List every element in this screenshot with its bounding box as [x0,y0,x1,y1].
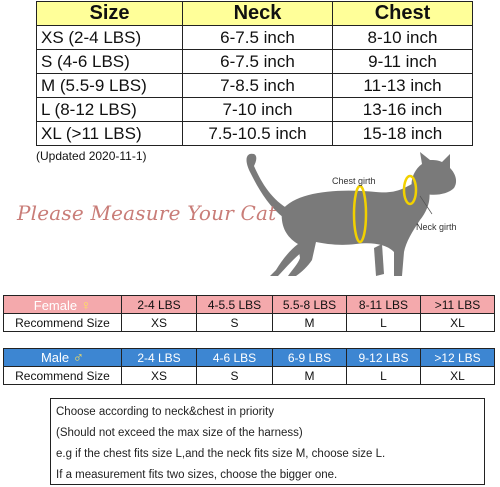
male-recommend-row [4,367,495,385]
note-line: If a measurement fits two sizes, choose the bigger one. [56,469,338,481]
recommend-size-cell: M [273,314,347,332]
header-size: Size [37,2,183,26]
weight-range-cell: >11 LBS [421,296,495,314]
male-label: Male [40,350,70,365]
header-neck: Neck [183,2,333,26]
weight-range-cell: >12 LBS [421,349,495,367]
recommend-label-cell: Recommend Size [4,367,122,385]
weight-range-cell: 4-5.5 LBS [197,296,273,314]
size-cell: XL (>11 LBS) [37,122,183,146]
size-cell: M (5.5-9 LBS) [37,74,183,98]
female-label-cell [4,296,122,314]
weight-range-cell: 5.5-8 LBS [273,296,347,314]
size-cell: L (8-12 LBS) [37,98,183,122]
neck-cell: 6-7.5 inch [183,26,333,50]
recommend-size-cell: XS [122,367,197,385]
recommend-size-cell: XL [421,314,495,332]
size-chart-table [36,1,473,146]
size-cell: S (4-6 LBS) [37,50,183,74]
recommend-size-cell: XS [122,314,197,332]
female-weight-row [4,296,495,314]
recommend-size-cell: L [347,367,421,385]
female-symbol-icon: ♀ [80,296,92,313]
header-chest: Chest [333,2,473,26]
male-label-cell [4,349,122,367]
male-size-table [3,348,495,385]
male-weight-row [4,349,495,367]
neck-cell: 6-7.5 inch [183,50,333,74]
sizing-notes-box [50,398,485,485]
note-line: Choose according to neck&chest in priority [56,406,274,418]
female-size-table [3,295,495,332]
neck-cell: 7.5-10.5 inch [183,122,333,146]
male-symbol-icon: ♂ [72,349,85,366]
size-row [37,50,473,74]
weight-range-cell: 9-12 LBS [347,349,421,367]
size-row [37,26,473,50]
neck-girth-label: Neck girth [416,222,457,232]
recommend-size-cell: L [347,314,421,332]
recommend-size-cell: S [197,314,273,332]
neck-cell: 7-8.5 inch [183,74,333,98]
size-row [37,98,473,122]
note-line: (Should not exceed the max size of the harness) [56,427,303,439]
weight-range-cell: 2-4 LBS [122,296,197,314]
weight-range-cell: 2-4 LBS [122,349,197,367]
size-row [37,122,473,146]
chest-cell: 13-16 inch [333,98,473,122]
recommend-size-cell: XL [421,367,495,385]
size-row [37,74,473,98]
recommend-label-cell: Recommend Size [4,314,122,332]
recommend-size-cell: M [273,367,347,385]
updated-date: (Updated 2020-11-1) [36,149,147,163]
chest-girth-label: Chest girth [332,176,376,186]
size-chart-header-row [37,2,473,26]
weight-range-cell: 6-9 LBS [273,349,347,367]
neck-cell: 7-10 inch [183,98,333,122]
chest-cell: 11-13 inch [333,74,473,98]
weight-range-cell: 8-11 LBS [347,296,421,314]
recommend-size-cell: S [197,367,273,385]
chest-cell: 9-11 inch [333,50,473,74]
female-label: Female [33,297,78,313]
note-line: e.g if the chest fits size L,and the neck fits size M, choose size L. [56,448,386,460]
size-cell: XS (2-4 LBS) [37,26,183,50]
weight-range-cell: 4-6 LBS [197,349,273,367]
female-recommend-row [4,314,495,332]
chest-cell: 8-10 inch [333,26,473,50]
measure-title: Please Measure Your Cat [17,201,277,225]
chest-cell: 15-18 inch [333,122,473,146]
